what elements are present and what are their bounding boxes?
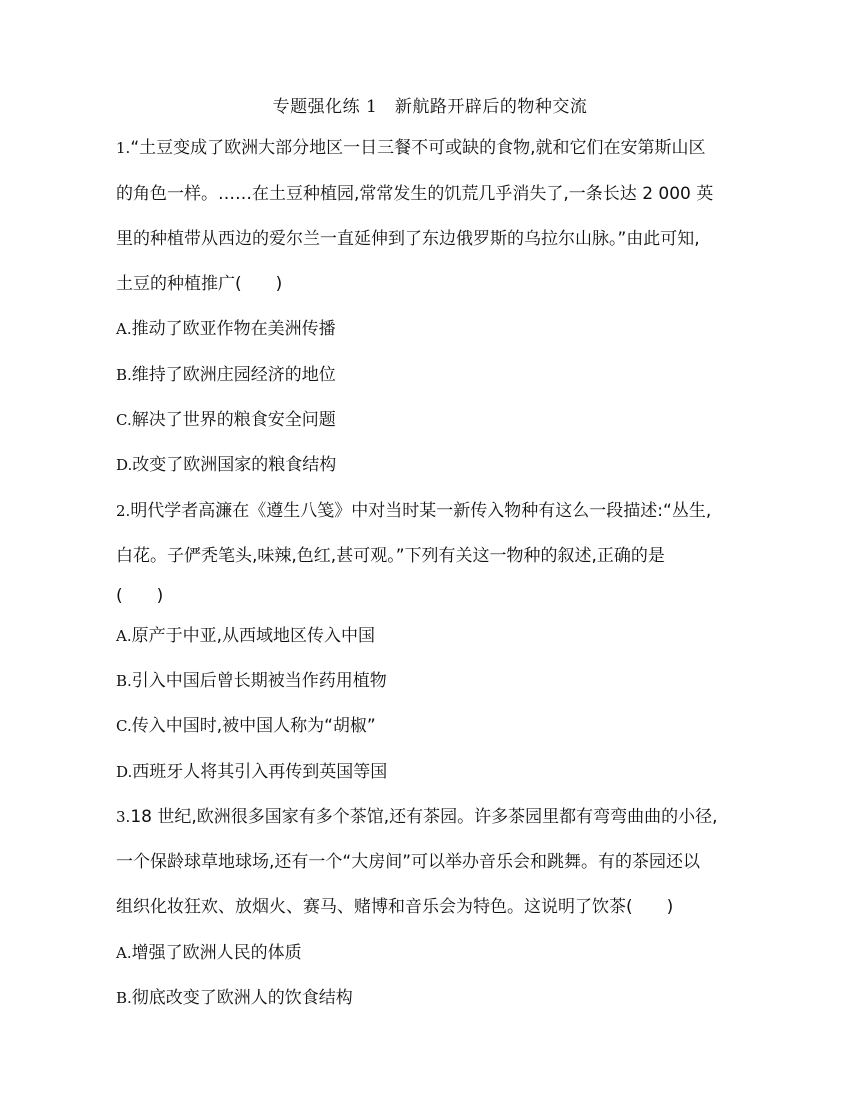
question-1-stem-4: 土豆的种植推广( ) xyxy=(116,274,283,294)
question-3-stem-3: 组织化妆狂欢、放烟火、赛马、赌博和音乐会为特色。这说明了饮茶( ) xyxy=(116,897,674,917)
option-text: 西班牙人将其引入再传到英国等国 xyxy=(132,762,388,782)
option-text: 传入中国时,被中国人称为“胡椒” xyxy=(131,716,376,736)
option-text: 彻底改变了欧洲人的饮食结构 xyxy=(131,988,353,1008)
option-letter: B. xyxy=(116,672,132,690)
option-letter: A. xyxy=(116,944,132,962)
option-letter: B. xyxy=(116,989,132,1007)
option-text: 原产于中亚,从西域地区传入中国 xyxy=(131,626,376,646)
option-text: 维持了欧洲庄园经济的地位 xyxy=(131,365,336,385)
option-text: 增强了欧洲人民的体质 xyxy=(131,943,302,963)
question-2-stem-2: 白花。子俨秃笔头,味辣,色红,甚可观。”下列有关这一物种的叙述,正确的是 xyxy=(116,546,665,566)
option-letter: A. xyxy=(116,320,132,338)
option-text: 解决了世界的粮食安全问题 xyxy=(131,410,336,430)
option-letter: D. xyxy=(116,763,133,781)
question-3-stem-1: 18 世纪,欧洲很多国家有多个茶馆,还有茶园。许多茶园里都有弯弯曲曲的小径, xyxy=(130,807,718,827)
question-3-stem-2: 一个保龄球草地球场,还有一个“大房间”可以举办音乐会和跳舞。有的茶园还以 xyxy=(116,852,701,872)
option-letter: D. xyxy=(116,456,133,474)
question-2-option-b xyxy=(116,670,756,692)
question-1-stem-2: 的角色一样。……在土豆种植园,常常发生的饥荒几乎消失了,一条长达 2 000 英 xyxy=(116,184,714,204)
option-text: 引入中国后曾长期被当作药用植物 xyxy=(131,671,387,691)
question-1-option-c xyxy=(116,409,756,431)
question-2-number: 2. xyxy=(116,502,131,520)
question-1-stem-3: 里的种植带从西边的爱尔兰一直延伸到了东边俄罗斯的乌拉尔山脉。”由此可知, xyxy=(116,229,700,249)
document-title: 专题强化练 1 新航路开辟后的物种交流 xyxy=(272,97,588,117)
question-3-number: 3. xyxy=(116,808,131,826)
option-text: 改变了欧洲国家的粮食结构 xyxy=(132,455,337,475)
question-2-stem-1: 明代学者高濂在《遵生八笺》中对当时某一新传入物种有这么一段描述:“丛生, xyxy=(130,501,712,521)
question-2-option-c xyxy=(116,715,756,737)
option-text: 推动了欧亚作物在美洲传播 xyxy=(131,319,336,339)
option-letter: A. xyxy=(116,627,132,645)
question-1-line-1 xyxy=(116,137,756,159)
question-1-number: 1. xyxy=(116,139,131,157)
option-letter: C. xyxy=(116,717,132,735)
question-2-stem-3: ( ) xyxy=(116,586,164,606)
option-letter: C. xyxy=(116,411,132,429)
question-1-option-a xyxy=(116,318,756,340)
question-1-option-d xyxy=(116,454,756,476)
question-3-option-a xyxy=(116,942,756,964)
question-2-line-1 xyxy=(116,500,756,522)
option-letter: B. xyxy=(116,366,132,384)
question-1-stem-1: “土豆变成了欧洲大部分地区一日三餐不可或缺的食物,就和它们在安第斯山区 xyxy=(130,138,706,158)
question-3-line-1 xyxy=(116,806,756,828)
question-2-option-d xyxy=(116,761,756,783)
question-2-option-a xyxy=(116,625,756,647)
question-1-option-b xyxy=(116,364,756,386)
question-3-option-b xyxy=(116,987,756,1009)
